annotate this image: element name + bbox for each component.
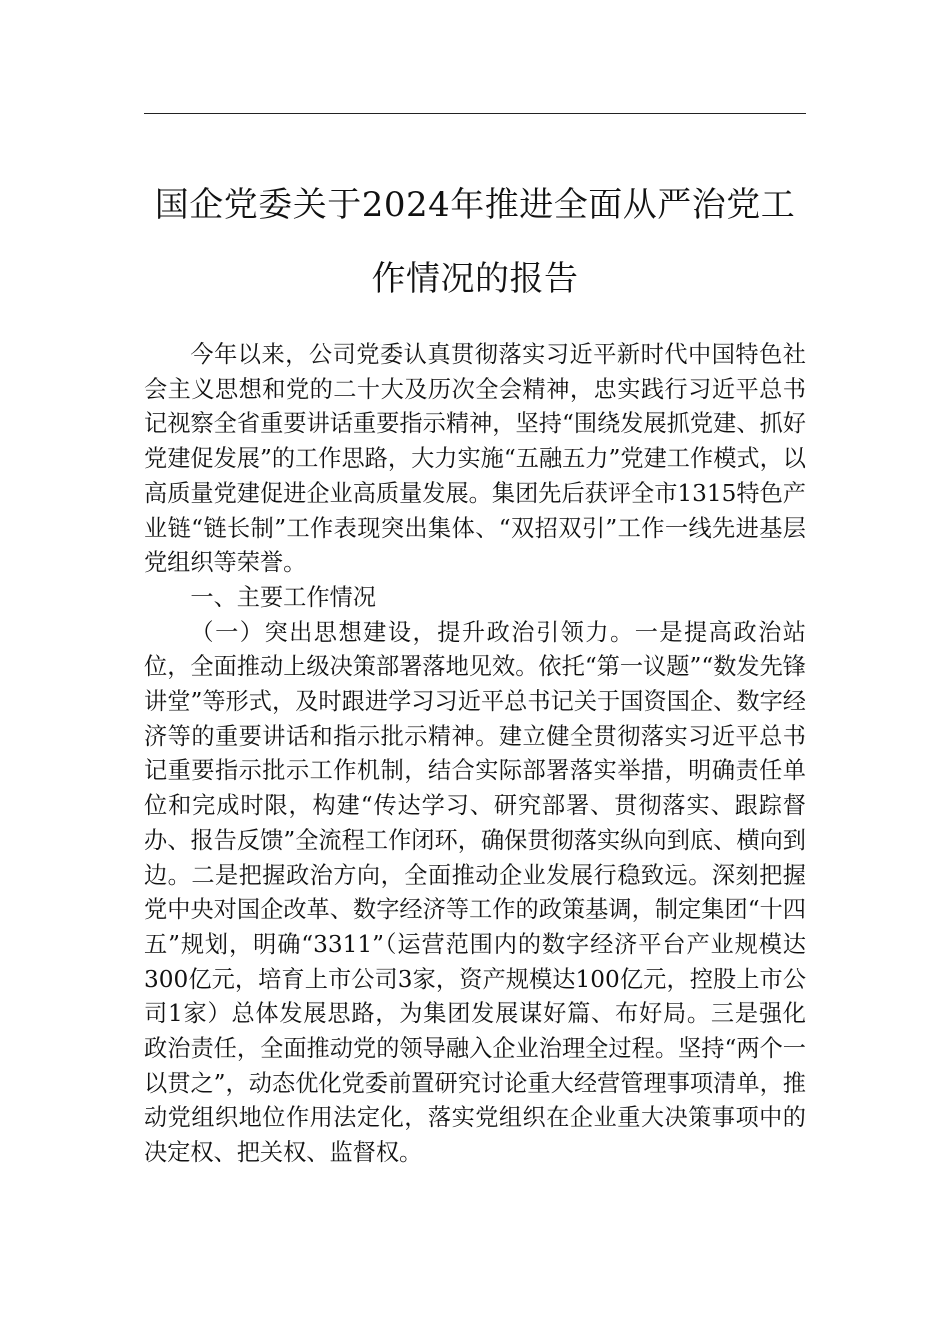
document-body (144, 338, 806, 1171)
title-line-2: 作情况的报告 (371, 259, 579, 299)
intro-paragraph: 今年以来，公司党委认真贯彻落实习近平新时代中国特色社会主义思想和党的二十大及历次全会精神，忠实践行习近平总书记视察全省重要讲话重要指示精神，坚持“围绕发展抓党建、抓好党建促发展”的工作思路，大力实施“五融五力”党建工作模式，以高质量党建促进企业高质量发展。集团先后获评全市1315特色产业链“链长制”工作表现突出集体、“双招双引”工作一线先进基层党组织等荣誉。 (144, 341, 806, 577)
header-rule (144, 113, 806, 114)
body-paragraph: （一）突出思想建设，提升政治引领力。一是提高政治站位，全面推动上级决策部署落地见效。依托“第一议题”“数发先锋讲堂”等形式，及时跟进学习习近平总书记关于国资国企、数字经济等的重要讲话和指示批示精神。建立健全贯彻落实习近平总书记重要指示批示工作机制，结合实际部署落实举措，明确责任单位和完成时限，构建“传达学习、研究部署、贯彻落实、跟踪督办、报告反馈”全流程工作闭环，确保贯彻落实纵向到底、横向到边。二是把握政治方向，全面推动企业发展行稳致远。深刻把握党中央对国企改革、数字经济等工作的政策基调，制定集团“十四五”规划，明确“3311”（运营范围内的数字经济平台产业规模达300亿元，培育上市公司3家，资产规模达100亿元，控股上市公司1家）总体发展思路，为集团发展谋好篇、布好局。三是强化政治责任，全面推动党的领导融入企业治理全过程。坚持“两个一以贯之”，动态优化党委前置研究讨论重大经营管理事项清单，推动党组织地位作用法定化，落实党组织在企业重大决策事项中的决定权、把关权、监督权。 (144, 618, 806, 1167)
section-heading: 一、主要工作情况 (190, 583, 376, 611)
title-line-1: 国企党委关于2024年推进全面从严治党工 (154, 185, 796, 225)
document-title (144, 168, 806, 316)
